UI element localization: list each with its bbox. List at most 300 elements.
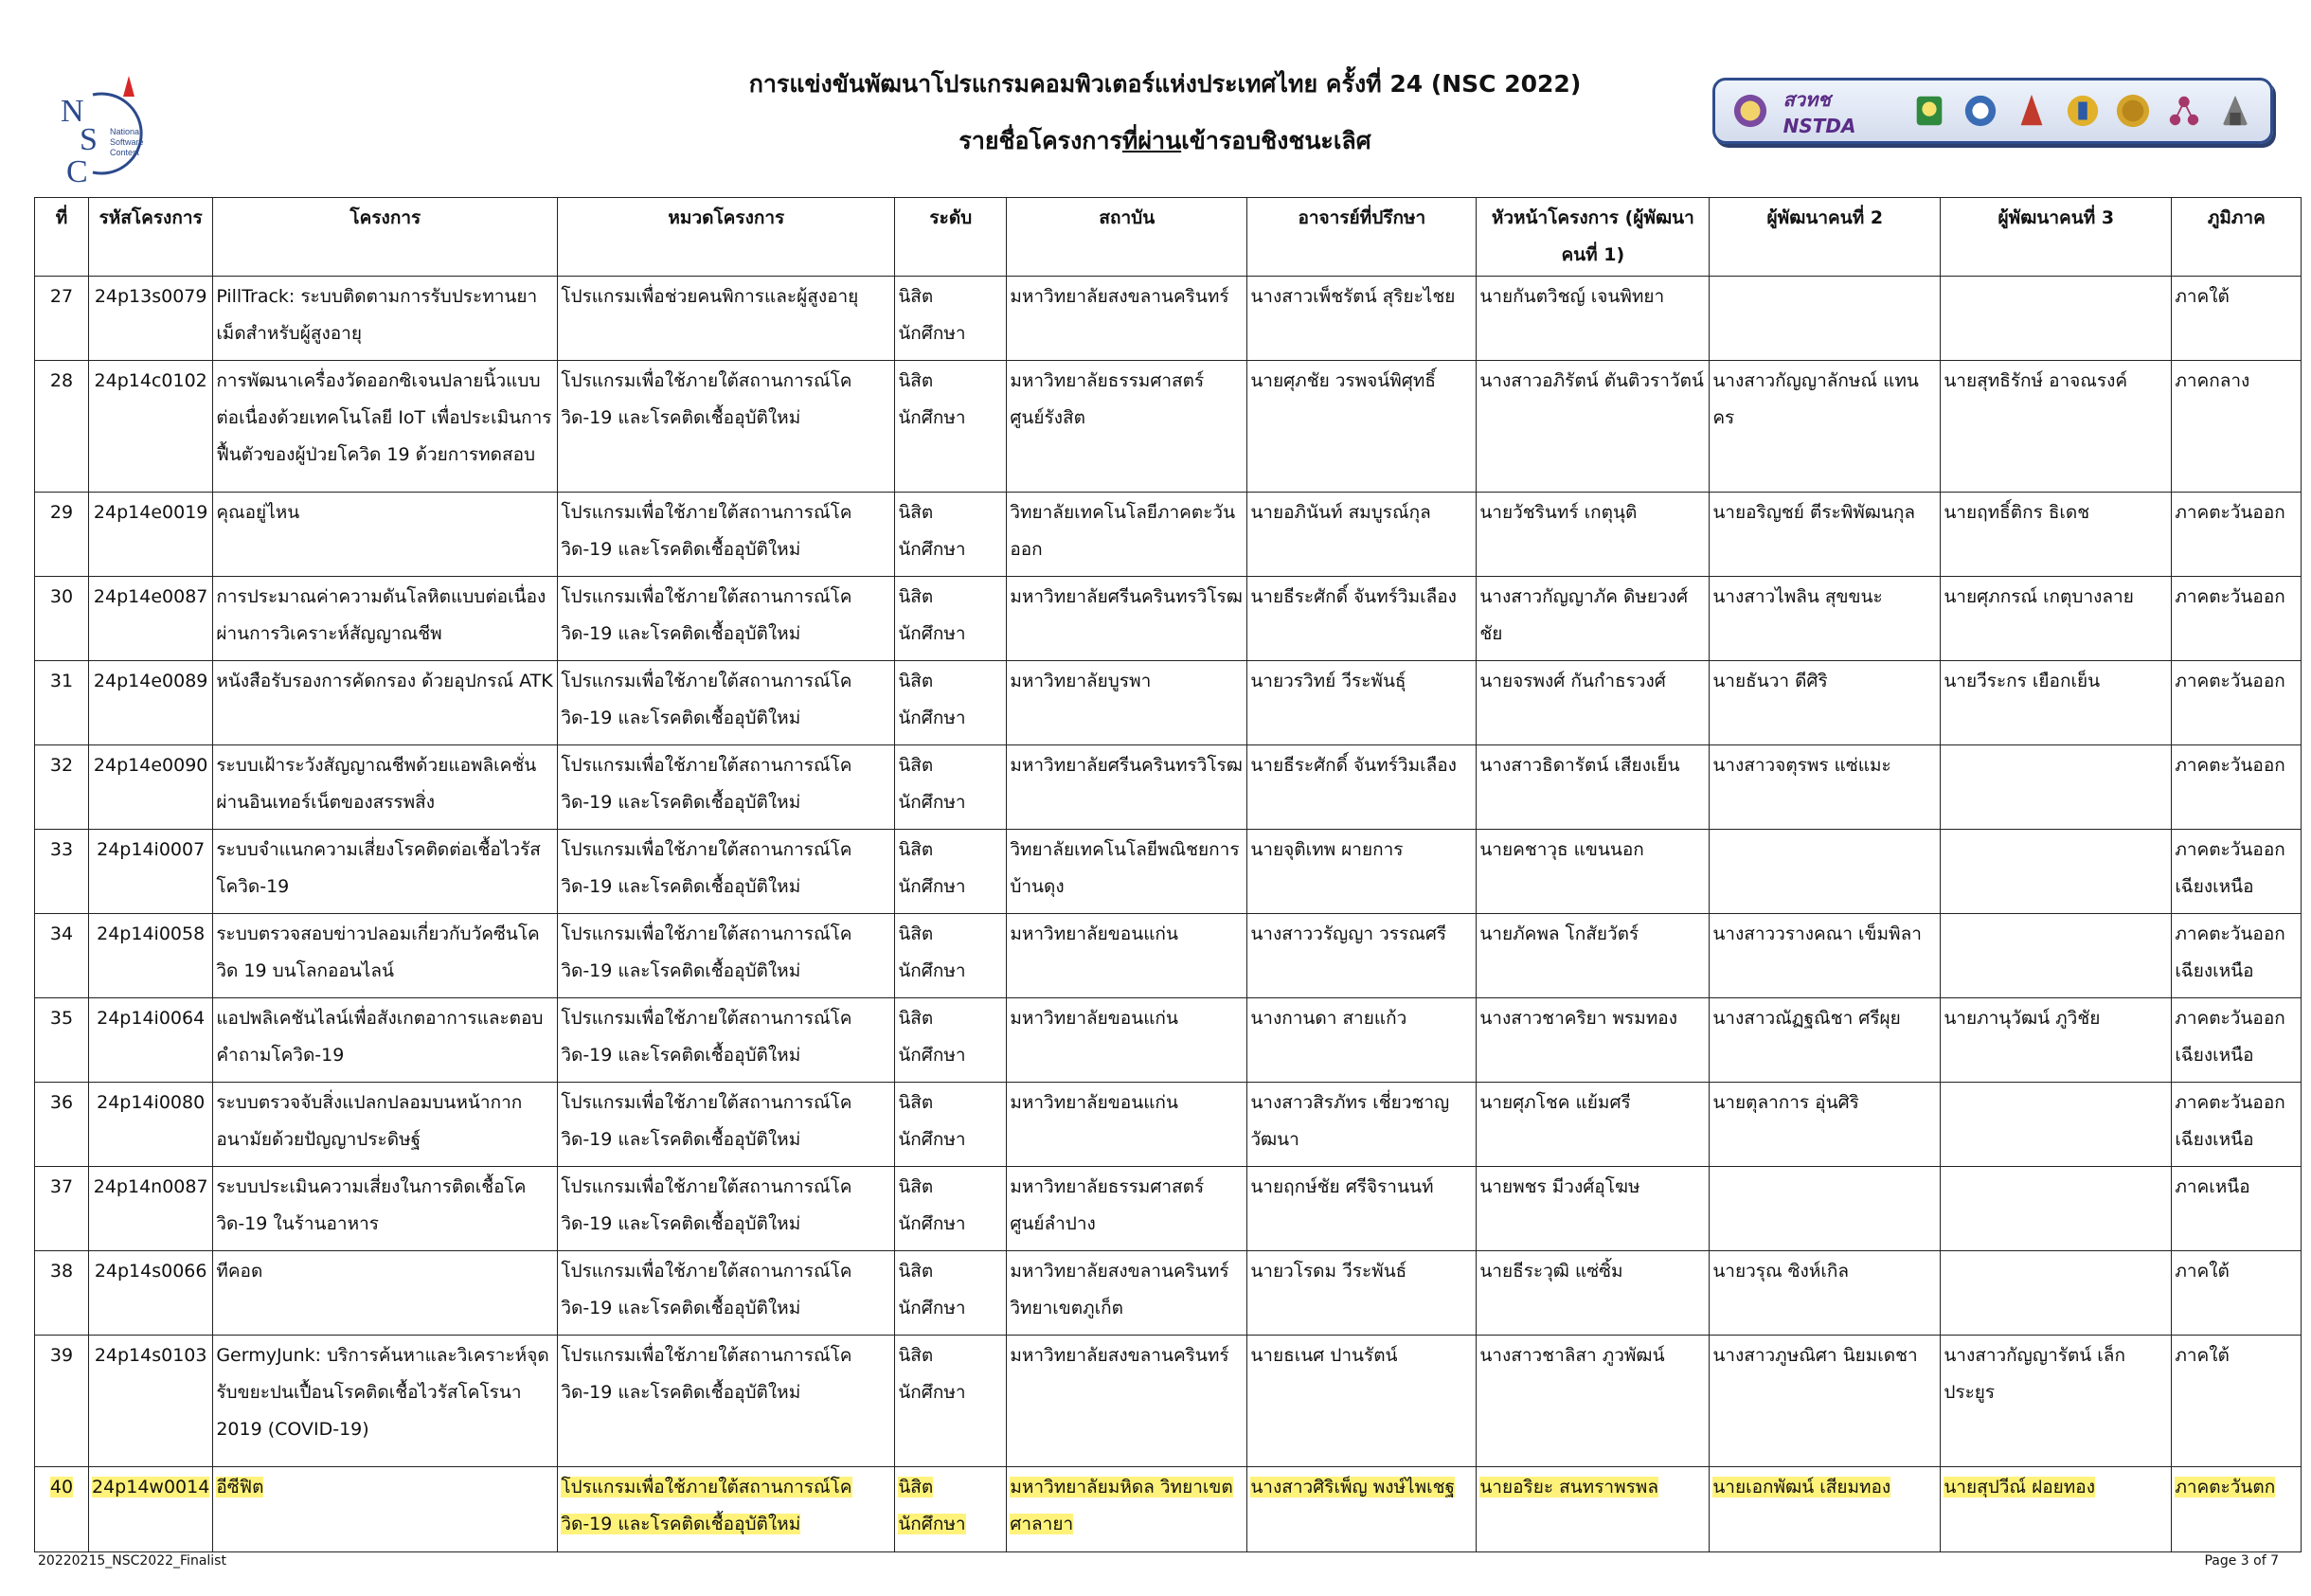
cell-code-text: 24p14i0080 — [97, 1092, 206, 1113]
cell-institution-text: มหาวิทยาลัยขอนแก่น — [1010, 924, 1178, 944]
cell-project — [213, 1083, 558, 1167]
cell-region — [2172, 277, 2302, 361]
cell-region — [2172, 577, 2302, 661]
cell-institution — [1007, 361, 1247, 493]
cell-level — [895, 277, 1007, 361]
cell-project — [213, 1336, 558, 1467]
cell-dev2 — [1710, 998, 1941, 1083]
cell-region-text: ภาคตะวันตก — [2175, 1477, 2276, 1497]
logo-caption-2: Software — [110, 137, 144, 147]
cell-institution-text: มหาวิทยาลัยขอนแก่น — [1010, 1092, 1178, 1113]
cell-code-text: 24p14s0103 — [94, 1345, 207, 1366]
cell-no-text: 32 — [49, 755, 74, 776]
cell-no-text: 34 — [49, 924, 74, 944]
table-body — [35, 277, 2302, 1552]
table-row — [35, 745, 2302, 830]
cell-level — [895, 1167, 1007, 1251]
table-row — [35, 914, 2302, 998]
logo-caption-3: Contest — [110, 148, 140, 157]
cell-no-text: 40 — [49, 1477, 74, 1497]
cell-institution-text: วิทยาลัยเทคโนโลยีภาคตะวันออก — [1010, 502, 1236, 560]
cell-advisor — [1247, 830, 1477, 914]
cell-code-text: 24p14n0087 — [93, 1176, 208, 1197]
finalist-table — [34, 197, 2302, 1552]
cell-dev2-text: นางสาววรางคณา เข็มพิลา — [1712, 924, 1922, 944]
cell-leader-text: นายพชร มีวงศ์อุโฆษ — [1479, 1176, 1640, 1197]
cell-dev2 — [1710, 830, 1941, 914]
university-seal-icon — [2014, 93, 2050, 129]
cell-category — [558, 1251, 895, 1336]
cell-category — [558, 914, 895, 998]
cell-dev3 — [1941, 1083, 2172, 1167]
cell-dev3 — [1941, 1336, 2172, 1467]
cell-project — [213, 1467, 558, 1552]
cell-level — [895, 577, 1007, 661]
table-row — [35, 361, 2302, 493]
cell-code-text: 24p13s0079 — [94, 286, 207, 307]
cell-no — [35, 1467, 89, 1552]
cell-dev2-text: นายตุลาการ อุ่นศิริ — [1712, 1092, 1859, 1113]
cell-dev3 — [1941, 830, 2172, 914]
cell-dev3 — [1941, 1167, 2172, 1251]
cell-code — [89, 661, 213, 745]
cell-dev2-text: นางสาวกัญญาลักษณ์ แทนคร — [1712, 370, 1919, 428]
cell-dev2 — [1710, 1167, 1941, 1251]
cell-project-text: คุณอยู่ไหน — [216, 502, 300, 523]
col-header-leader: หัวหน้าโครงการ (ผู้พัฒนาคนที่ 1) — [1477, 198, 1710, 277]
cell-no — [35, 493, 89, 577]
col-header-level: ระดับ — [895, 198, 1007, 277]
cell-dev2-text: นางสาวไพลิน สุขขนะ — [1712, 586, 1883, 607]
cell-category-text: โปรแกรมเพื่อใช้ภายใต้สถานการณ์โควิด-19 และโรคติดเชื้ออุบัติใหม่ — [561, 502, 852, 560]
cell-project-text: ระบบเฝ้าระวังสัญญาณชีพด้วยแอพลิเคชั่นผ่านอินเทอร์เน็ตของสรรพสิ่ง — [216, 755, 537, 813]
cell-leader — [1477, 1336, 1710, 1467]
cell-institution-text: มหาวิทยาลัยศรีนครินทรวิโรฒ — [1010, 755, 1243, 776]
cell-advisor — [1247, 577, 1477, 661]
cell-project-text: ทีคอด — [216, 1261, 263, 1282]
col-header-category: หมวดโครงการ — [558, 198, 895, 277]
cell-dev2-text: นายอริญชย์ ตีระพิพัฒนกุล — [1712, 502, 1916, 523]
cell-code — [89, 830, 213, 914]
cell-leader — [1477, 1467, 1710, 1552]
cell-level — [895, 745, 1007, 830]
cell-project-text: ระบบตรวจจับสิ่งแปลกปลอมบนหน้ากากอนามัยด้วยปัญญาประดิษฐ์ — [216, 1092, 523, 1150]
cell-leader — [1477, 661, 1710, 745]
cell-advisor-text: นายธีระศักดิ์ จันทร์วิมเลือง — [1250, 586, 1457, 607]
cell-level-text: นิสิต นักศึกษา — [898, 1176, 966, 1234]
cell-category-text: โปรแกรมเพื่อใช้ภายใต้สถานการณ์โควิด-19 และโรคติดเชื้ออุบัติใหม่ — [561, 839, 852, 897]
cell-leader-text: นางสาวกัญญาภัค ดิษยวงศ์ชัย — [1479, 586, 1689, 644]
cell-category — [558, 493, 895, 577]
cell-category-text: โปรแกรมเพื่อใช้ภายใต้สถานการณ์โควิด-19 และโรคติดเชื้ออุบัติใหม่ — [561, 924, 852, 981]
cell-institution — [1007, 661, 1247, 745]
cell-region — [2172, 830, 2302, 914]
cell-advisor — [1247, 1467, 1477, 1552]
logo-letter-s: S — [80, 122, 98, 157]
page-title: การแข่งขันพัฒนาโปรแกรมคอมพิวเตอร์แห่งประเทศไทย ครั้งที่ 24 (NSC 2022) — [748, 70, 1582, 98]
cell-institution-text: มหาวิทยาลัยสงขลานครินทร์ — [1010, 286, 1229, 307]
table-row — [35, 577, 2302, 661]
cell-advisor — [1247, 661, 1477, 745]
cell-level-text: นิสิต นักศึกษา — [898, 755, 966, 813]
cell-region-text: ภาคตะวันออกเฉียงเหนือ — [2175, 1092, 2285, 1150]
cell-dev3 — [1941, 745, 2172, 830]
cell-advisor — [1247, 998, 1477, 1083]
cell-category — [558, 277, 895, 361]
cell-advisor — [1247, 361, 1477, 493]
table-row — [35, 1336, 2302, 1467]
cell-no — [35, 1167, 89, 1251]
cell-advisor — [1247, 493, 1477, 577]
cell-no — [35, 998, 89, 1083]
cell-advisor — [1247, 745, 1477, 830]
cell-category-text: โปรแกรมเพื่อใช้ภายใต้สถานการณ์โควิด-19 และโรคติดเชื้ออุบัติใหม่ — [561, 586, 852, 644]
molecule-logo-icon — [2166, 93, 2202, 129]
cell-category — [558, 577, 895, 661]
cell-advisor-text: นายธเนศ ปานรัตน์ — [1250, 1345, 1398, 1366]
page-header — [606, 66, 1724, 159]
temple-emblem-icon — [2217, 93, 2253, 129]
cell-level — [895, 361, 1007, 493]
cell-dev2-text: นายเอกพัฒน์ เสียมทอง — [1712, 1477, 1891, 1497]
cell-level-text: นิสิต นักศึกษา — [898, 1477, 966, 1534]
cell-no — [35, 914, 89, 998]
cell-dev3 — [1941, 914, 2172, 998]
cell-no — [35, 361, 89, 493]
cell-level-text: นิสิต นักศึกษา — [898, 370, 966, 428]
ministry-seal-icon — [1732, 93, 1768, 129]
cell-dev2-text: นางสาวภูษณิศา นิยมเดชา — [1712, 1345, 1918, 1366]
cell-level — [895, 1467, 1007, 1552]
cell-region — [2172, 1336, 2302, 1467]
cell-level — [895, 661, 1007, 745]
cell-category-text: โปรแกรมเพื่อใช้ภายใต้สถานการณ์โควิด-19 และโรคติดเชื้ออุบัติใหม่ — [561, 1092, 852, 1150]
cell-leader-text: นายธีระวุฒิ แซ่ซิ้ม — [1479, 1261, 1623, 1282]
cell-region — [2172, 493, 2302, 577]
cell-region — [2172, 914, 2302, 998]
cell-institution-text: วิทยาลัยเทคโนโลยีพณิชยการบ้านดุง — [1010, 839, 1240, 897]
cell-project — [213, 661, 558, 745]
cell-dev2 — [1710, 277, 1941, 361]
cell-region-text: ภาคตะวันออกเฉียงเหนือ — [2175, 1008, 2285, 1066]
cell-no-text: 28 — [49, 370, 74, 391]
cell-institution-text: มหาวิทยาลัยธรรมศาสตร์ ศูนย์ลำปาง — [1010, 1176, 1205, 1234]
cell-region — [2172, 1083, 2302, 1167]
cell-region — [2172, 1251, 2302, 1336]
cell-code-text: 24p14e0090 — [93, 755, 208, 776]
cell-level-text: นิสิต นักศึกษา — [898, 502, 966, 560]
cell-level — [895, 830, 1007, 914]
cell-no — [35, 830, 89, 914]
cell-dev2-text: นางสาวณัฏฐณิชา ศรีผุย — [1712, 1008, 1901, 1029]
cell-category-text: โปรแกรมเพื่อใช้ภายใต้สถานการณ์โควิด-19 และโรคติดเชื้ออุบัติใหม่ — [561, 1176, 852, 1234]
cell-region-text: ภาคตะวันออก — [2175, 502, 2285, 523]
cell-project — [213, 361, 558, 493]
col-header-region: ภูมิภาค — [2172, 198, 2302, 277]
cell-project — [213, 1251, 558, 1336]
cell-dev3 — [1941, 1251, 2172, 1336]
cell-institution-text: มหาวิทยาลัยมหิดล วิทยาเขตศาลายา — [1010, 1477, 1233, 1534]
cell-category — [558, 661, 895, 745]
cell-code — [89, 1251, 213, 1336]
cell-region-text: ภาคตะวันออกเฉียงเหนือ — [2175, 924, 2285, 981]
cell-no-text: 29 — [49, 502, 74, 523]
cell-category — [558, 1083, 895, 1167]
royal-emblem-icon — [2065, 93, 2101, 129]
cell-dev3 — [1941, 493, 2172, 577]
cell-no-text: 35 — [49, 1008, 74, 1029]
cell-code — [89, 577, 213, 661]
cell-leader-text: นายจรพงศ์ กันกำธรวงศ์ — [1479, 671, 1666, 691]
cell-code — [89, 998, 213, 1083]
cell-leader-text: นายศุภโชค แย้มศรี — [1479, 1092, 1631, 1113]
cell-no-text: 39 — [49, 1345, 74, 1366]
cell-leader — [1477, 1083, 1710, 1167]
cell-dev2 — [1710, 577, 1941, 661]
cell-dev3 — [1941, 577, 2172, 661]
subtitle-part-1: รายชื่อโครงการ — [958, 127, 1122, 154]
cell-code-text: 24p14s0066 — [94, 1261, 207, 1282]
cell-advisor-text: นายศุภชัย วรพจน์พิศุทธิ์ — [1250, 370, 1436, 391]
cell-institution-text: มหาวิทยาลัยบูรพา — [1010, 671, 1152, 691]
col-header-no: ที่ — [35, 198, 89, 277]
cell-dev2 — [1710, 1467, 1941, 1552]
cell-region-text: ภาคตะวันออกเฉียงเหนือ — [2175, 839, 2285, 897]
cell-category — [558, 1336, 895, 1467]
cell-code-text: 24p14e0019 — [93, 502, 208, 523]
cell-project-text: การประมาณค่าความดันโลหิตแบบต่อเนื่องผ่านการวิเคราะห์สัญญาณชีพ — [216, 586, 546, 644]
cell-project-text: การพัฒนาเครื่องวัดออกซิเจนปลายนิ้วแบบต่อเนื่องด้วยเทคโนโลยี IoT เพื่อประเมินการฟื้นตัวของผู้ป่วยโควิด 19 ด้วยการทดสอบ — [216, 370, 552, 465]
cell-code-text: 24p14c0102 — [94, 370, 207, 391]
cell-project — [213, 493, 558, 577]
cell-region — [2172, 745, 2302, 830]
cell-category — [558, 830, 895, 914]
cell-region-text: ภาคตะวันออก — [2175, 586, 2285, 607]
cell-advisor-text: นายจุติเทพ ผายการ — [1250, 839, 1404, 860]
cell-leader — [1477, 745, 1710, 830]
subtitle-underlined: ที่ผ่าน — [1121, 127, 1182, 154]
cell-project — [213, 277, 558, 361]
cell-advisor — [1247, 277, 1477, 361]
cell-project — [213, 830, 558, 914]
cell-institution-text: มหาวิทยาลัยธรรมศาสตร์ ศูนย์รังสิต — [1010, 370, 1205, 428]
cell-institution — [1007, 914, 1247, 998]
cell-leader-text: นางสาวชาลิสา ภูวพัฒน์ — [1479, 1345, 1665, 1366]
cell-leader — [1477, 998, 1710, 1083]
cell-code — [89, 914, 213, 998]
nectec-logo-icon — [1962, 93, 1998, 129]
cell-leader — [1477, 577, 1710, 661]
cell-project-text: แอปพลิเคชันไลน์เพื่อสังเกตอาการและตอบคำถามโควิด-19 — [216, 1008, 544, 1066]
cell-advisor-text: นางสาวเพ็ชรัตน์ สุริยะไชย — [1250, 286, 1456, 307]
cell-dev3 — [1941, 1467, 2172, 1552]
cell-dev2 — [1710, 661, 1941, 745]
cell-leader — [1477, 361, 1710, 493]
cell-institution — [1007, 1083, 1247, 1167]
cell-no — [35, 1083, 89, 1167]
cell-clip — [216, 363, 554, 474]
cell-institution — [1007, 1467, 1247, 1552]
cell-level-text: นิสิต นักศึกษา — [898, 839, 966, 897]
cell-project-text: ระบบประเมินความเสี่ยงในการติดเชื้อโควิด-19 ในร้านอาหาร — [216, 1176, 527, 1234]
cell-no — [35, 745, 89, 830]
cell-advisor — [1247, 1083, 1477, 1167]
cell-project — [213, 745, 558, 830]
cell-leader-text: นางสาวธิดารัตน์ เสียงเย็น — [1479, 755, 1680, 776]
cell-advisor-text: นางกานดา สายแก้ว — [1250, 1008, 1407, 1029]
cell-category — [558, 998, 895, 1083]
cell-level — [895, 914, 1007, 998]
cell-region-text: ภาคใต้ — [2175, 1261, 2230, 1282]
cell-leader-text: นายอริยะ สนทราพรพล — [1479, 1477, 1658, 1497]
cell-leader-text: นายคชาวุธ แขนนอก — [1479, 839, 1644, 860]
cell-category-text: โปรแกรมเพื่อใช้ภายใต้สถานการณ์โควิด-19 และโรคติดเชื้ออุบัติใหม่ — [561, 1477, 852, 1534]
cell-code-text: 24p14e0089 — [93, 671, 208, 691]
table-row — [35, 1167, 2302, 1251]
table-row — [35, 1251, 2302, 1336]
cell-region — [2172, 661, 2302, 745]
cell-leader-text: นายวัชรินทร์ เกตุนุติ — [1479, 502, 1638, 523]
col-header-institution: สถาบัน — [1007, 198, 1247, 277]
cell-institution — [1007, 577, 1247, 661]
cell-leader — [1477, 1251, 1710, 1336]
cell-leader-text: นางสาวชาคริยา พรมทอง — [1479, 1008, 1677, 1029]
cell-category — [558, 745, 895, 830]
cell-region-text: ภาคใต้ — [2175, 286, 2230, 307]
gold-seal-icon — [2115, 93, 2151, 129]
cell-dev3-text: นายภานุวัฒน์ ภูวิชัย — [1944, 1008, 2101, 1029]
cell-advisor-text: นายฤกษ์ชัย ศรีจิรานนท์ — [1250, 1176, 1434, 1197]
partner-logos — [1712, 78, 2273, 144]
cell-project — [213, 577, 558, 661]
cell-leader-text: นายภัคพล โกสัยวัตร์ — [1479, 924, 1639, 944]
cell-category-text: โปรแกรมเพื่อใช้ภายใต้สถานการณ์โควิด-19 และโรคติดเชื้ออุบัติใหม่ — [561, 1008, 852, 1066]
cell-project — [213, 914, 558, 998]
cell-level-text: นิสิต นักศึกษา — [898, 1092, 966, 1150]
cell-no-text: 36 — [49, 1092, 74, 1113]
nsc-logo-icon — [55, 74, 178, 188]
logo-caption-1: National — [110, 127, 142, 136]
cell-project-text: ระบบตรวจสอบข่าวปลอมเกี่ยวกับวัคซีนโควิด 19 บนโลกออนไลน์ — [216, 924, 540, 981]
table-row — [35, 277, 2302, 361]
table-header-row — [35, 198, 2302, 277]
cell-category-text: โปรแกรมเพื่อใช้ภายใต้สถานการณ์โควิด-19 และโรคติดเชื้ออุบัติใหม่ — [561, 1345, 852, 1403]
cell-code — [89, 493, 213, 577]
cell-code-text: 24p14e0087 — [93, 586, 208, 607]
cell-region — [2172, 1467, 2302, 1552]
nstda-logo-icon: สวทช NSTDA — [1783, 88, 1856, 137]
cell-leader — [1477, 830, 1710, 914]
cell-no-text: 30 — [49, 586, 74, 607]
table-row — [35, 998, 2302, 1083]
cell-region-text: ภาคเหนือ — [2175, 1176, 2250, 1197]
cell-leader-text: นางสาวอภิรัตน์ ตันติวราวัตน์ — [1479, 370, 1704, 391]
cell-institution-text: มหาวิทยาลัยสงขลานครินทร์ วิทยาเขตภูเก็ต — [1010, 1261, 1229, 1318]
cell-level-text: นิสิต นักศึกษา — [898, 924, 966, 981]
cell-advisor — [1247, 1336, 1477, 1467]
table-row — [35, 661, 2302, 745]
cell-level-text: นิสิต นักศึกษา — [898, 1261, 966, 1318]
cell-level — [895, 1083, 1007, 1167]
cell-leader — [1477, 277, 1710, 361]
cell-no-text: 27 — [49, 286, 74, 307]
cell-region-text: ภาคใต้ — [2175, 1345, 2230, 1366]
cell-dev3-text: นางสาวกัญญารัตน์ เล็กประยูร — [1944, 1345, 2125, 1403]
cell-region — [2172, 361, 2302, 493]
cell-advisor-text: นางสาววรัญญา วรรณศรี — [1250, 924, 1447, 944]
cell-dev2 — [1710, 745, 1941, 830]
cell-dev2 — [1710, 493, 1941, 577]
cell-dev3-text: นายศุภกรณ์ เกตุบางลาย — [1944, 586, 2134, 607]
cell-project — [213, 998, 558, 1083]
cell-institution — [1007, 830, 1247, 914]
cell-institution — [1007, 493, 1247, 577]
cell-code — [89, 1083, 213, 1167]
cell-project-text: หนังสือรับรองการคัดกรอง ด้วยอุปกรณ์ ATK — [216, 671, 553, 691]
cell-leader — [1477, 1167, 1710, 1251]
cell-institution-text: มหาวิทยาลัยสงขลานครินทร์ — [1010, 1345, 1229, 1366]
logo-letter-c: C — [66, 154, 88, 188]
table-row — [35, 1083, 2302, 1167]
cell-no — [35, 577, 89, 661]
cell-advisor — [1247, 1167, 1477, 1251]
cell-leader-text: นายกันตวิชญ์ เจนพิทยา — [1479, 286, 1665, 307]
cell-dev2-text: นายวรุณ ซิงห์เกิล — [1712, 1261, 1849, 1282]
cell-category-text: โปรแกรมเพื่อใช้ภายใต้สถานการณ์โควิด-19 และโรคติดเชื้ออุบัติใหม่ — [561, 755, 852, 813]
cell-category-text: โปรแกรมเพื่อช่วยคนพิการและผู้สูงอายุ — [561, 286, 859, 307]
cell-level-text: นิสิต นักศึกษา — [898, 586, 966, 644]
cell-dev3 — [1941, 661, 2172, 745]
cell-code — [89, 745, 213, 830]
cell-advisor-text: นางสาวสิรภัทร เชี่ยวชาญวัฒนา — [1250, 1092, 1450, 1150]
cell-project-text: GermyJunk: บริการค้นหาและวิเคราะห์จุดรับขยะปนเปื้อนโรคติดเชื้อไวรัสโคโรนา 2019 (COVID-19) — [216, 1345, 549, 1440]
cell-institution — [1007, 1167, 1247, 1251]
cell-institution — [1007, 277, 1247, 361]
cell-category — [558, 361, 895, 493]
agency-logo-icon — [1911, 93, 1947, 129]
cell-code — [89, 1467, 213, 1552]
cell-category — [558, 1467, 895, 1552]
cell-no-text: 33 — [49, 839, 74, 860]
cell-institution-text: มหาวิทยาลัยศรีนครินทรวิโรฒ — [1010, 586, 1243, 607]
cell-institution — [1007, 1251, 1247, 1336]
cell-advisor — [1247, 1251, 1477, 1336]
cell-dev2-text: นายธันวา ดีศิริ — [1712, 671, 1828, 691]
cell-institution — [1007, 745, 1247, 830]
cell-dev2 — [1710, 1083, 1941, 1167]
cell-no — [35, 277, 89, 361]
cell-category-text: โปรแกรมเพื่อใช้ภายใต้สถานการณ์โควิด-19 และโรคติดเชื้ออุบัติใหม่ — [561, 671, 852, 728]
cell-level — [895, 493, 1007, 577]
cell-level — [895, 1336, 1007, 1467]
table-row — [35, 1467, 2302, 1552]
cell-dev3-text: นายฤทธิ์ติกร ธิเดช — [1944, 502, 2090, 523]
page-subtitle — [606, 123, 1724, 159]
cell-level — [895, 1251, 1007, 1336]
table-row — [35, 830, 2302, 914]
cell-institution-text: มหาวิทยาลัยขอนแก่น — [1010, 1008, 1178, 1029]
cell-region — [2172, 998, 2302, 1083]
cell-no-text: 38 — [49, 1261, 74, 1282]
cell-code-text: 24p14i0007 — [97, 839, 206, 860]
cell-region-text: ภาคตะวันออก — [2175, 755, 2285, 776]
cell-leader — [1477, 493, 1710, 577]
cell-dev2-text: นางสาวจตุรพร แซ่แมะ — [1712, 755, 1891, 776]
cell-dev3-text: นายสุปวีณ์ ฝอยทอง — [1944, 1477, 2095, 1497]
cell-code — [89, 1167, 213, 1251]
cell-level-text: นิสิต นักศึกษา — [898, 1008, 966, 1066]
col-header-advisor: อาจารย์ที่ปรึกษา — [1247, 198, 1477, 277]
